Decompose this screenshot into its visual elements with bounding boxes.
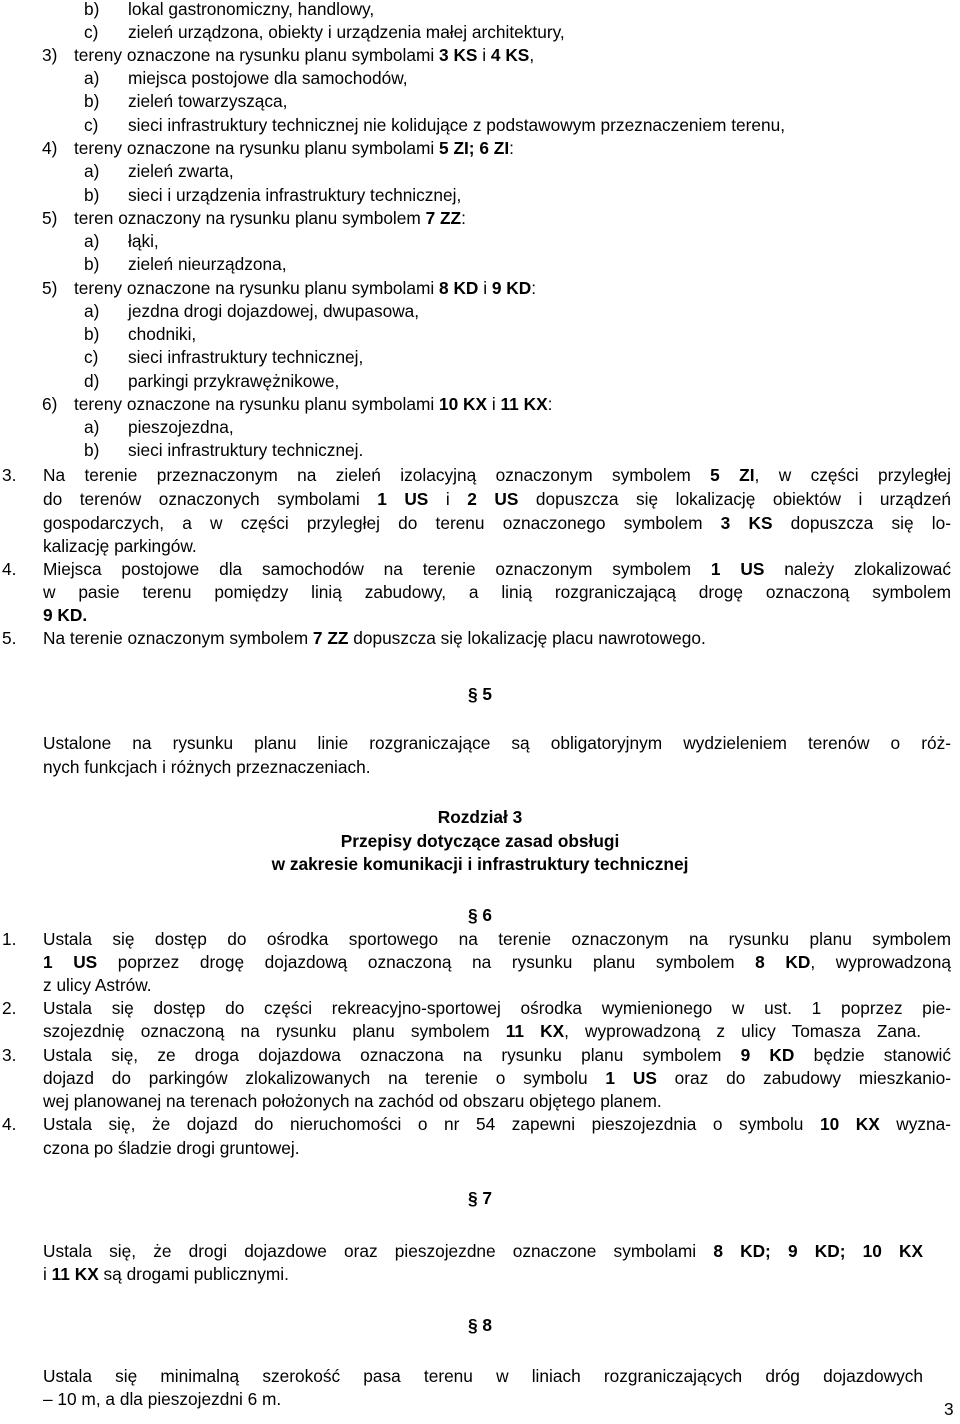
list-item-text: miejsca postojowe dla samochodów, bbox=[128, 68, 408, 88]
section-7-line: i 11 KX są drogami publicznymi. bbox=[43, 1264, 289, 1284]
page-number: 3 bbox=[944, 1399, 954, 1419]
section-8-line: – 10 m, a dla pieszojezdni 6 m. bbox=[43, 1389, 282, 1409]
section-heading: § 5 bbox=[467, 684, 493, 704]
list-item-text: zieleń nieurządzona, bbox=[128, 254, 287, 274]
section-heading: § 8 bbox=[467, 1315, 493, 1335]
section-heading: § 7 bbox=[467, 1188, 493, 1208]
list-item-text: tereny oznaczone na rysunku planu symbolami 8 KD i 9 KD: bbox=[74, 278, 537, 298]
list-item-text: tereny oznaczone na rysunku planu symbolami 3 KS i 4 KS, bbox=[74, 45, 535, 65]
section-6-line: z ulicy Astrów. bbox=[43, 975, 152, 995]
list-marker: d) bbox=[84, 371, 100, 391]
list-item-text: sieci infrastruktury technicznej nie kolidujące z podstawowym przeznaczeniem terenu, bbox=[128, 115, 785, 135]
paragraph-4-line: 9 KD. bbox=[43, 605, 88, 625]
chapter-title: Rozdział 3 bbox=[437, 807, 523, 827]
list-marker: a) bbox=[84, 417, 100, 437]
section-5-text: Ustalone na rysunku planu linie rozgraniczające są obligatoryjnym wydzieleniem terenów o róż- bbox=[43, 733, 951, 753]
section-8-line: Ustala się minimalną szerokość pasa terenu w liniach rozgraniczających dróg dojazdowych bbox=[43, 1366, 923, 1386]
list-marker: b) bbox=[84, 0, 100, 19]
section-heading: § 6 bbox=[467, 905, 493, 925]
section-6-line: 1 US poprzez drogę dojazdową oznaczoną na rysunku planu symbolem 8 KD, wyprowadzoną bbox=[43, 952, 952, 972]
list-item-text: zieleń urządzona, obiekty i urządzenia małej architektury, bbox=[128, 22, 565, 42]
list-marker: 3) bbox=[42, 45, 58, 65]
paragraph-number: 4. bbox=[2, 559, 17, 579]
paragraph-4-line: Miejsca postojowe dla samochodów na terenie oznaczonym symbolem 1 US należy zlokalizować bbox=[43, 559, 951, 579]
paragraph-5-line: Na terenie oznaczonym symbolem 7 ZZ dopuszcza się lokalizację placu nawrotowego. bbox=[43, 628, 706, 648]
list-marker: 5) bbox=[42, 278, 58, 298]
paragraph-number: 5. bbox=[2, 628, 17, 648]
list-marker: b) bbox=[84, 440, 100, 460]
list-item-text: pieszojezdna, bbox=[128, 417, 234, 437]
list-marker: 4) bbox=[42, 138, 58, 158]
list-item-text: sieci infrastruktury technicznej. bbox=[128, 440, 364, 460]
section-6-line: szojezdnię oznaczoną na rysunku planu symbolem 11 KX, wyprowadzoną z ulicy Tomasza Zana. bbox=[43, 1021, 922, 1041]
list-item-text: teren oznaczony na rysunku planu symbolem 7 ZZ: bbox=[74, 208, 466, 228]
list-marker: b) bbox=[84, 254, 100, 274]
list-item-text: jezdna drogi dojazdowej, dwupasowa, bbox=[128, 301, 420, 321]
list-item-text: chodniki, bbox=[128, 324, 197, 344]
section-5-text: nych funkcjach i różnych przeznaczeniach. bbox=[43, 757, 371, 777]
section-6-line: Ustala się, że dojazd do nieruchomości o nr 54 zapewni pieszojezdnia o symbolu 10 KX wyzna- bbox=[43, 1114, 951, 1134]
list-marker: a) bbox=[84, 68, 100, 88]
list-item-text: zieleń towarzysząca, bbox=[128, 91, 288, 111]
item-number: 1. bbox=[2, 929, 17, 949]
list-marker: a) bbox=[84, 231, 100, 251]
list-marker: 5) bbox=[42, 208, 58, 228]
chapter-subtitle: w zakresie komunikacji i infrastruktury technicznej bbox=[271, 854, 689, 874]
list-item-text: tereny oznaczone na rysunku planu symbolami 5 ZI; 6 ZI: bbox=[74, 138, 514, 158]
list-item-text: tereny oznaczone na rysunku planu symbolami 10 KX i 11 KX: bbox=[74, 394, 553, 414]
paragraph-4-line: w pasie terenu pomiędzy linią zabudowy, a linią rozgraniczającą drogę oznaczoną symbolem bbox=[43, 582, 951, 602]
list-marker: 6) bbox=[42, 394, 58, 414]
list-marker: b) bbox=[84, 185, 100, 205]
list-item-text: parkingi przykrawężnikowe, bbox=[128, 371, 340, 391]
list-item-text: zieleń zwarta, bbox=[128, 161, 234, 181]
paragraph-3-line: kalizację parkingów. bbox=[43, 536, 197, 556]
item-number: 3. bbox=[2, 1045, 17, 1065]
paragraph-3-line: gospodarczych, a w części przyległej do terenu oznaczonego symbolem 3 KS dopuszcza się lo- bbox=[43, 513, 951, 533]
list-item-text: lokal gastronomiczny, handlowy, bbox=[128, 0, 375, 19]
list-item-text: sieci infrastruktury technicznej, bbox=[128, 347, 364, 367]
section-7-line: Ustala się, że drogi dojazdowe oraz pieszojezdne oznaczone symbolami 8 KD; 9 KD; 10 KX bbox=[43, 1241, 924, 1261]
item-number: 2. bbox=[2, 998, 17, 1018]
item-number: 4. bbox=[2, 1114, 17, 1134]
list-marker: c) bbox=[84, 22, 99, 42]
section-6-line: dojazd do parkingów zlokalizowanych na terenie o symbolu 1 US oraz do zabudowy mieszkanio- bbox=[43, 1068, 952, 1088]
list-marker: c) bbox=[84, 115, 99, 135]
paragraph-3-line: do terenów oznaczonych symbolami 1 US i 2 US dopuszcza się lokalizację obiektów i urządzeń bbox=[43, 489, 951, 509]
list-marker: a) bbox=[84, 161, 100, 181]
section-6-line: Ustala się, ze droga dojazdowa oznaczona na rysunku planu symbolem 9 KD będzie stanowić bbox=[43, 1045, 952, 1065]
list-marker: c) bbox=[84, 347, 99, 367]
list-marker: b) bbox=[84, 91, 100, 111]
list-item-text: łąki, bbox=[128, 231, 159, 251]
section-6-line: Ustala się dostęp do części rekreacyjno-sportowej ośrodka wymienionego w ust. 1 poprzez pie- bbox=[43, 998, 951, 1018]
section-6-line: wej planowanej na terenach położonych na zachód od obszaru objętego planem. bbox=[43, 1091, 662, 1111]
paragraph-number: 3. bbox=[2, 465, 17, 485]
list-marker: a) bbox=[84, 301, 100, 321]
list-marker: b) bbox=[84, 324, 100, 344]
chapter-subtitle: Przepisy dotyczące zasad obsługi bbox=[340, 831, 620, 851]
list-item-text: sieci i urządzenia infrastruktury technicznej, bbox=[128, 185, 462, 205]
paragraph-3-line: Na terenie przeznaczonym na zieleń izolacyjną oznaczonym symbolem 5 ZI, w części przyległej bbox=[43, 465, 951, 485]
section-6-line: Ustala się dostęp do ośrodka sportowego na terenie oznaczonym na rysunku planu symbolem bbox=[43, 929, 951, 949]
section-6-line: czona po śladzie drogi gruntowej. bbox=[43, 1138, 300, 1158]
